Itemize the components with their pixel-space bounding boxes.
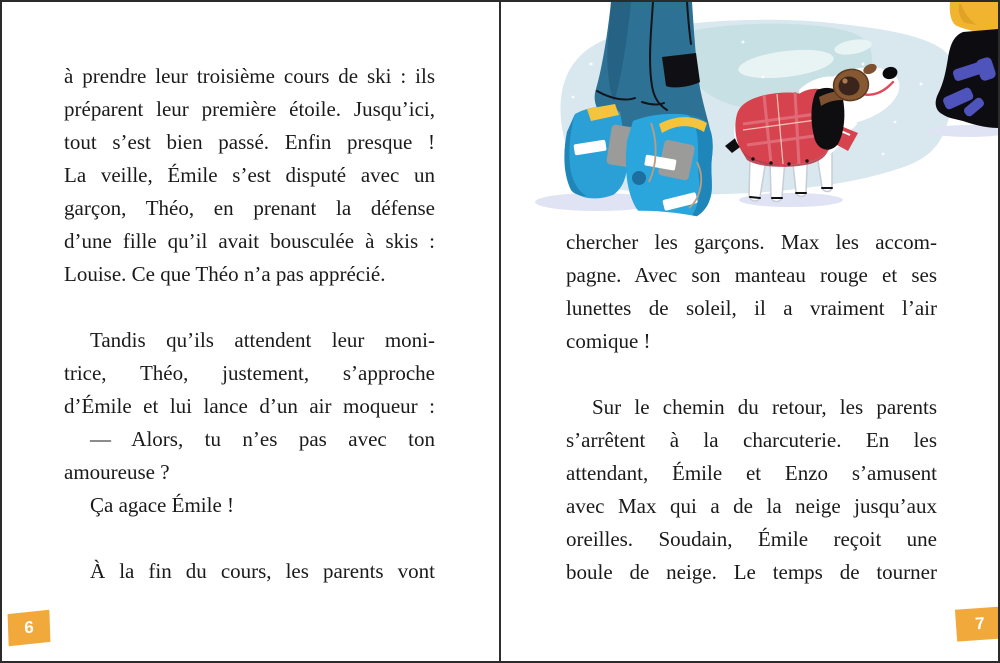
boot-rivet: [632, 171, 646, 185]
page-number-badge-left: [8, 610, 51, 646]
text-line: comique !: [566, 329, 651, 353]
illustration: [501, 2, 998, 238]
text-line: La veille, Émile s’est disputé avec un: [64, 163, 435, 187]
right-page-text: [566, 226, 937, 589]
text-line: amoureuse ?: [64, 460, 170, 484]
text-line: boule de neige. Le temps de tourner: [566, 560, 937, 584]
text-line: à prendre leur troisième cours de ski : ils: [64, 64, 435, 88]
knee-patch: [662, 53, 700, 87]
page-number-badge-right: [955, 606, 1000, 641]
text-line: oreilles. Soudain, Émile reçoit une: [566, 527, 937, 551]
line-spacer: [566, 358, 937, 391]
text-line: — Alors, tu n’es pas avec ton: [90, 427, 435, 451]
text-line: garçon, Théo, en prenant la défense: [64, 196, 435, 220]
text-line: avec Max qui a de la neige jusqu’aux: [566, 494, 937, 518]
line-spacer: [64, 291, 435, 324]
text-line: tout s’est bien passé. Enfin presque !: [64, 130, 435, 154]
page-number: 7: [974, 613, 986, 634]
text-line: d’Émile et lui lance d’un air moqueur :: [64, 394, 435, 418]
text-line: préparent leur première étoile. Jusqu’ici,: [64, 97, 435, 121]
text-line: trice, Théo, justement, s’approche: [64, 361, 435, 385]
text-line: chercher les garçons. Max les accom-: [566, 230, 937, 254]
left-page-text: [64, 60, 435, 588]
text-line: pagne. Avec son manteau rouge et ses: [566, 263, 937, 287]
text-line: d’une fille qu’il avait bousculée à skis :: [64, 229, 435, 253]
text-line: s’arrêtent à la charcuterie. En les: [566, 428, 937, 452]
text-line: attendant, Émile et Enzo s’amusent: [566, 461, 937, 485]
page-divider: [499, 2, 501, 661]
text-line: À la fin du cours, les parents vont: [90, 559, 435, 583]
text-line: lunettes de soleil, il a vraiment l’air: [566, 296, 937, 320]
page-number: 6: [23, 617, 35, 638]
line-spacer: [64, 522, 435, 555]
text-line: Sur le chemin du retour, les parents: [592, 395, 937, 419]
text-line: Tandis qu’ils attendent leur moni-: [90, 328, 435, 352]
text-line: Ça agace Émile !: [90, 493, 235, 517]
text-line: Louise. Ce que Théo n’a pas apprécié.: [64, 262, 386, 286]
